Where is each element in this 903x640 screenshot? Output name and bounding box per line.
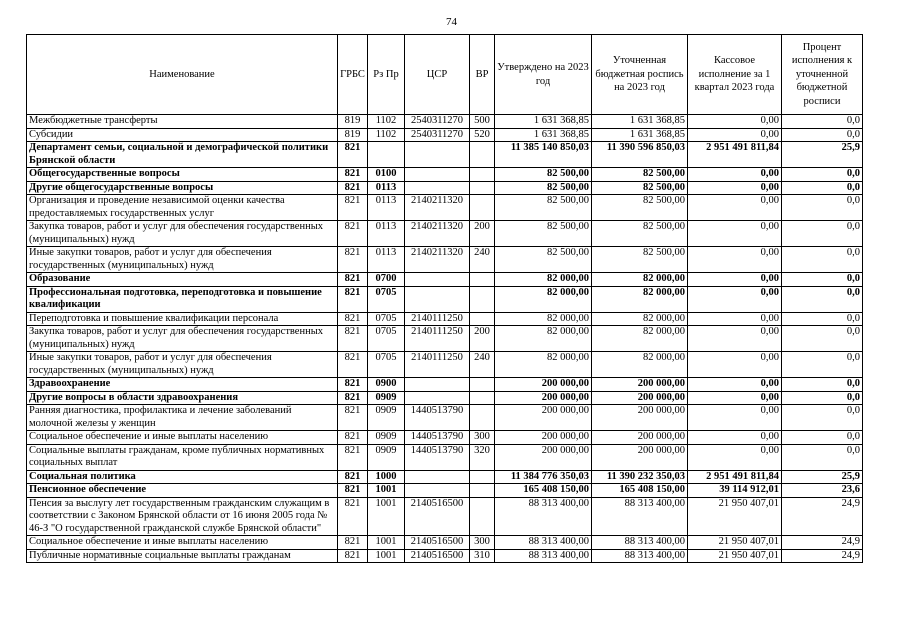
approved-cell: 88 313 400,00 — [495, 549, 592, 563]
refined-cell: 200 000,00 — [592, 391, 688, 405]
cash-cell: 0,00 — [688, 378, 782, 392]
name-cell: Социальное обеспечение и иные выплаты населению — [27, 431, 338, 445]
rzpr-cell: 0100 — [368, 168, 405, 182]
csr-cell: 2540311270 — [405, 115, 470, 129]
csr-cell: 2140211320 — [405, 195, 470, 221]
percent-cell: 25,9 — [782, 142, 863, 168]
grbs-cell: 821 — [338, 497, 368, 536]
name-cell: Закупка товаров, работ и услуг для обеспечения государственных (муниципальных) нужд — [27, 326, 338, 352]
vr-cell — [470, 391, 495, 405]
approved-cell: 82 000,00 — [495, 312, 592, 326]
grbs-cell: 821 — [338, 470, 368, 484]
rzpr-cell: 0705 — [368, 312, 405, 326]
vr-cell — [470, 484, 495, 498]
grbs-cell: 821 — [338, 378, 368, 392]
vr-cell: 310 — [470, 549, 495, 563]
page-number: 74 — [446, 16, 457, 28]
name-cell: Ранняя диагностика, профилактика и лечение заболеваний молочной железы у женщин — [27, 405, 338, 431]
header-percent: Процент исполнения к уточненной бюджетной росписи — [782, 35, 863, 115]
percent-cell: 0,0 — [782, 181, 863, 195]
refined-cell: 1 631 368,85 — [592, 115, 688, 129]
approved-cell: 88 313 400,00 — [495, 497, 592, 536]
grbs-cell: 821 — [338, 536, 368, 550]
name-cell: Пенсионное обеспечение — [27, 484, 338, 498]
table-row — [27, 391, 863, 405]
csr-cell — [405, 391, 470, 405]
table-row — [27, 128, 863, 142]
csr-cell — [405, 273, 470, 287]
vr-cell — [470, 497, 495, 536]
rzpr-cell: 1001 — [368, 497, 405, 536]
refined-cell: 200 000,00 — [592, 405, 688, 431]
approved-cell: 200 000,00 — [495, 378, 592, 392]
cash-cell: 0,00 — [688, 312, 782, 326]
vr-cell — [470, 181, 495, 195]
approved-cell: 82 500,00 — [495, 247, 592, 273]
percent-cell: 0,0 — [782, 326, 863, 352]
refined-cell: 82 000,00 — [592, 312, 688, 326]
header-name: Наименование — [27, 35, 338, 115]
cash-cell: 0,00 — [688, 115, 782, 129]
rzpr-cell: 0113 — [368, 221, 405, 247]
grbs-cell: 821 — [338, 312, 368, 326]
table-row — [27, 142, 863, 168]
rzpr-cell: 1000 — [368, 470, 405, 484]
rzpr-cell: 1102 — [368, 115, 405, 129]
table-row — [27, 273, 863, 287]
csr-cell: 2140516500 — [405, 497, 470, 536]
refined-cell: 200 000,00 — [592, 378, 688, 392]
approved-cell: 165 408 150,00 — [495, 484, 592, 498]
percent-cell: 0,0 — [782, 312, 863, 326]
table-row — [27, 497, 863, 536]
grbs-cell: 821 — [338, 195, 368, 221]
percent-cell: 0,0 — [782, 195, 863, 221]
percent-cell: 0,0 — [782, 431, 863, 445]
table-row — [27, 286, 863, 312]
name-cell: Социальная политика — [27, 470, 338, 484]
name-cell: Социальные выплаты гражданам, кроме публичных нормативных социальных выплат — [27, 444, 338, 470]
grbs-cell: 821 — [338, 405, 368, 431]
name-cell: Переподготовка и повышение квалификации персонала — [27, 312, 338, 326]
vr-cell: 520 — [470, 128, 495, 142]
csr-cell — [405, 142, 470, 168]
refined-cell: 82 500,00 — [592, 247, 688, 273]
table-row — [27, 378, 863, 392]
percent-cell: 24,9 — [782, 549, 863, 563]
name-cell: Иные закупки товаров, работ и услуг для обеспечения государственных (муниципальных) нужд — [27, 247, 338, 273]
csr-cell: 2140111250 — [405, 326, 470, 352]
percent-cell: 0,0 — [782, 115, 863, 129]
grbs-cell: 821 — [338, 168, 368, 182]
grbs-cell: 821 — [338, 273, 368, 287]
name-cell: Субсидии — [27, 128, 338, 142]
approved-cell: 82 000,00 — [495, 286, 592, 312]
approved-cell: 1 631 368,85 — [495, 115, 592, 129]
csr-cell: 2140211320 — [405, 221, 470, 247]
rzpr-cell: 0705 — [368, 286, 405, 312]
approved-cell: 1 631 368,85 — [495, 128, 592, 142]
grbs-cell: 821 — [338, 326, 368, 352]
percent-cell: 24,9 — [782, 497, 863, 536]
rzpr-cell: 0705 — [368, 326, 405, 352]
table-row — [27, 470, 863, 484]
vr-cell: 500 — [470, 115, 495, 129]
cash-cell: 0,00 — [688, 352, 782, 378]
csr-cell: 2140111250 — [405, 352, 470, 378]
table-row — [27, 247, 863, 273]
approved-cell: 11 384 776 350,03 — [495, 470, 592, 484]
csr-cell: 1440513790 — [405, 405, 470, 431]
approved-cell: 200 000,00 — [495, 431, 592, 445]
refined-cell: 82 000,00 — [592, 286, 688, 312]
vr-cell — [470, 470, 495, 484]
refined-cell: 11 390 232 350,03 — [592, 470, 688, 484]
csr-cell: 1440513790 — [405, 431, 470, 445]
vr-cell: 200 — [470, 221, 495, 247]
vr-cell: 240 — [470, 352, 495, 378]
grbs-cell: 819 — [338, 128, 368, 142]
vr-cell — [470, 273, 495, 287]
percent-cell: 0,0 — [782, 286, 863, 312]
table-row — [27, 549, 863, 563]
header-vr: ВР — [470, 35, 495, 115]
csr-cell — [405, 378, 470, 392]
table-row — [27, 405, 863, 431]
cash-cell: 0,00 — [688, 326, 782, 352]
vr-cell: 320 — [470, 444, 495, 470]
name-cell: Образование — [27, 273, 338, 287]
percent-cell: 0,0 — [782, 378, 863, 392]
vr-cell: 300 — [470, 536, 495, 550]
approved-cell: 88 313 400,00 — [495, 536, 592, 550]
rzpr-cell: 0909 — [368, 405, 405, 431]
vr-cell — [470, 195, 495, 221]
table-row — [27, 195, 863, 221]
vr-cell — [470, 142, 495, 168]
cash-cell: 0,00 — [688, 391, 782, 405]
csr-cell: 2140516500 — [405, 536, 470, 550]
table-row — [27, 115, 863, 129]
table-header-row — [27, 35, 863, 115]
percent-cell: 0,0 — [782, 273, 863, 287]
refined-cell: 82 500,00 — [592, 181, 688, 195]
percent-cell: 0,0 — [782, 405, 863, 431]
refined-cell: 200 000,00 — [592, 431, 688, 445]
table-row — [27, 312, 863, 326]
percent-cell: 0,0 — [782, 352, 863, 378]
vr-cell — [470, 378, 495, 392]
budget-table — [26, 34, 863, 563]
grbs-cell: 821 — [338, 221, 368, 247]
refined-cell: 82 000,00 — [592, 326, 688, 352]
percent-cell: 0,0 — [782, 168, 863, 182]
refined-cell: 82 000,00 — [592, 273, 688, 287]
approved-cell: 200 000,00 — [495, 405, 592, 431]
grbs-cell: 821 — [338, 484, 368, 498]
header-rzpr: Рз Пр — [368, 35, 405, 115]
approved-cell: 82 500,00 — [495, 168, 592, 182]
refined-cell: 82 000,00 — [592, 352, 688, 378]
csr-cell: 2140211320 — [405, 247, 470, 273]
table-row — [27, 431, 863, 445]
rzpr-cell: 1001 — [368, 484, 405, 498]
name-cell: Пенсия за выслугу лет государственным гражданским служащим в соответствии с Законом Брянской области от 16 июня 2005 года № 46-З "О государственной гражданской службе Брянской области" — [27, 497, 338, 536]
cash-cell: 0,00 — [688, 168, 782, 182]
name-cell: Здравоохранение — [27, 378, 338, 392]
vr-cell: 240 — [470, 247, 495, 273]
cash-cell: 21 950 407,01 — [688, 549, 782, 563]
header-csr: ЦСР — [405, 35, 470, 115]
name-cell: Другие вопросы в области здравоохранения — [27, 391, 338, 405]
table-row — [27, 181, 863, 195]
cash-cell: 0,00 — [688, 195, 782, 221]
header-cash: Кассовое исполнение за 1 квартал 2023 года — [688, 35, 782, 115]
grbs-cell: 821 — [338, 431, 368, 445]
table-row — [27, 536, 863, 550]
rzpr-cell: 0700 — [368, 273, 405, 287]
csr-cell: 2140516500 — [405, 549, 470, 563]
cash-cell: 0,00 — [688, 247, 782, 273]
rzpr-cell: 0909 — [368, 431, 405, 445]
refined-cell: 200 000,00 — [592, 444, 688, 470]
rzpr-cell: 0909 — [368, 444, 405, 470]
header-refined: Уточненная бюджетная роспись на 2023 год — [592, 35, 688, 115]
name-cell: Межбюджетные трансферты — [27, 115, 338, 129]
percent-cell: 0,0 — [782, 444, 863, 470]
name-cell: Организация и проведение независимой оценки качества предоставляемых государственных услуг — [27, 195, 338, 221]
grbs-cell: 819 — [338, 115, 368, 129]
grbs-cell: 821 — [338, 286, 368, 312]
csr-cell — [405, 168, 470, 182]
vr-cell — [470, 405, 495, 431]
percent-cell: 0,0 — [782, 391, 863, 405]
approved-cell: 82 500,00 — [495, 221, 592, 247]
percent-cell: 23,6 — [782, 484, 863, 498]
cash-cell: 0,00 — [688, 273, 782, 287]
grbs-cell: 821 — [338, 444, 368, 470]
approved-cell: 82 500,00 — [495, 195, 592, 221]
refined-cell: 82 500,00 — [592, 195, 688, 221]
approved-cell: 82 000,00 — [495, 326, 592, 352]
table-row — [27, 484, 863, 498]
name-cell: Другие общегосударственные вопросы — [27, 181, 338, 195]
percent-cell: 0,0 — [782, 221, 863, 247]
percent-cell: 25,9 — [782, 470, 863, 484]
cash-cell: 0,00 — [688, 431, 782, 445]
rzpr-cell — [368, 142, 405, 168]
cash-cell: 21 950 407,01 — [688, 497, 782, 536]
csr-cell — [405, 470, 470, 484]
refined-cell: 1 631 368,85 — [592, 128, 688, 142]
name-cell: Закупка товаров, работ и услуг для обеспечения государственных (муниципальных) нужд — [27, 221, 338, 247]
vr-cell — [470, 286, 495, 312]
csr-cell — [405, 181, 470, 195]
approved-cell: 11 385 140 850,03 — [495, 142, 592, 168]
grbs-cell: 821 — [338, 181, 368, 195]
name-cell: Публичные нормативные социальные выплаты гражданам — [27, 549, 338, 563]
csr-cell: 2540311270 — [405, 128, 470, 142]
vr-cell: 200 — [470, 326, 495, 352]
name-cell: Профессиональная подготовка, переподготовка и повышение квалификации — [27, 286, 338, 312]
rzpr-cell: 1102 — [368, 128, 405, 142]
name-cell: Департамент семьи, социальной и демографической политики Брянской области — [27, 142, 338, 168]
cash-cell: 39 114 912,01 — [688, 484, 782, 498]
table-row — [27, 221, 863, 247]
table-body — [27, 115, 863, 563]
percent-cell: 0,0 — [782, 128, 863, 142]
name-cell: Иные закупки товаров, работ и услуг для обеспечения государственных (муниципальных) нужд — [27, 352, 338, 378]
refined-cell: 88 313 400,00 — [592, 497, 688, 536]
header-grbs: ГРБС — [338, 35, 368, 115]
rzpr-cell: 0113 — [368, 195, 405, 221]
vr-cell — [470, 312, 495, 326]
vr-cell — [470, 168, 495, 182]
csr-cell — [405, 484, 470, 498]
table-row — [27, 168, 863, 182]
name-cell: Общегосударственные вопросы — [27, 168, 338, 182]
approved-cell: 200 000,00 — [495, 444, 592, 470]
percent-cell: 0,0 — [782, 247, 863, 273]
vr-cell: 300 — [470, 431, 495, 445]
percent-cell: 24,9 — [782, 536, 863, 550]
approved-cell: 82 500,00 — [495, 181, 592, 195]
grbs-cell: 821 — [338, 142, 368, 168]
refined-cell: 11 390 596 850,03 — [592, 142, 688, 168]
cash-cell: 0,00 — [688, 444, 782, 470]
rzpr-cell: 1001 — [368, 549, 405, 563]
refined-cell: 88 313 400,00 — [592, 549, 688, 563]
rzpr-cell: 0900 — [368, 378, 405, 392]
cash-cell: 21 950 407,01 — [688, 536, 782, 550]
cash-cell: 0,00 — [688, 286, 782, 312]
refined-cell: 165 408 150,00 — [592, 484, 688, 498]
rzpr-cell: 1001 — [368, 536, 405, 550]
approved-cell: 200 000,00 — [495, 391, 592, 405]
refined-cell: 82 500,00 — [592, 168, 688, 182]
csr-cell: 1440513790 — [405, 444, 470, 470]
cash-cell: 2 951 491 811,84 — [688, 142, 782, 168]
rzpr-cell: 0113 — [368, 181, 405, 195]
approved-cell: 82 000,00 — [495, 352, 592, 378]
rzpr-cell: 0705 — [368, 352, 405, 378]
approved-cell: 82 000,00 — [495, 273, 592, 287]
cash-cell: 0,00 — [688, 405, 782, 431]
table-row — [27, 444, 863, 470]
name-cell: Социальное обеспечение и иные выплаты населению — [27, 536, 338, 550]
rzpr-cell: 0909 — [368, 391, 405, 405]
grbs-cell: 821 — [338, 391, 368, 405]
cash-cell: 2 951 491 811,84 — [688, 470, 782, 484]
cash-cell: 0,00 — [688, 181, 782, 195]
rzpr-cell: 0113 — [368, 247, 405, 273]
table-row — [27, 326, 863, 352]
grbs-cell: 821 — [338, 247, 368, 273]
cash-cell: 0,00 — [688, 128, 782, 142]
refined-cell: 88 313 400,00 — [592, 536, 688, 550]
csr-cell: 2140111250 — [405, 312, 470, 326]
grbs-cell: 821 — [338, 352, 368, 378]
refined-cell: 82 500,00 — [592, 221, 688, 247]
table-row — [27, 352, 863, 378]
header-approved: Утверждено на 2023 год — [495, 35, 592, 115]
cash-cell: 0,00 — [688, 221, 782, 247]
csr-cell — [405, 286, 470, 312]
grbs-cell: 821 — [338, 549, 368, 563]
